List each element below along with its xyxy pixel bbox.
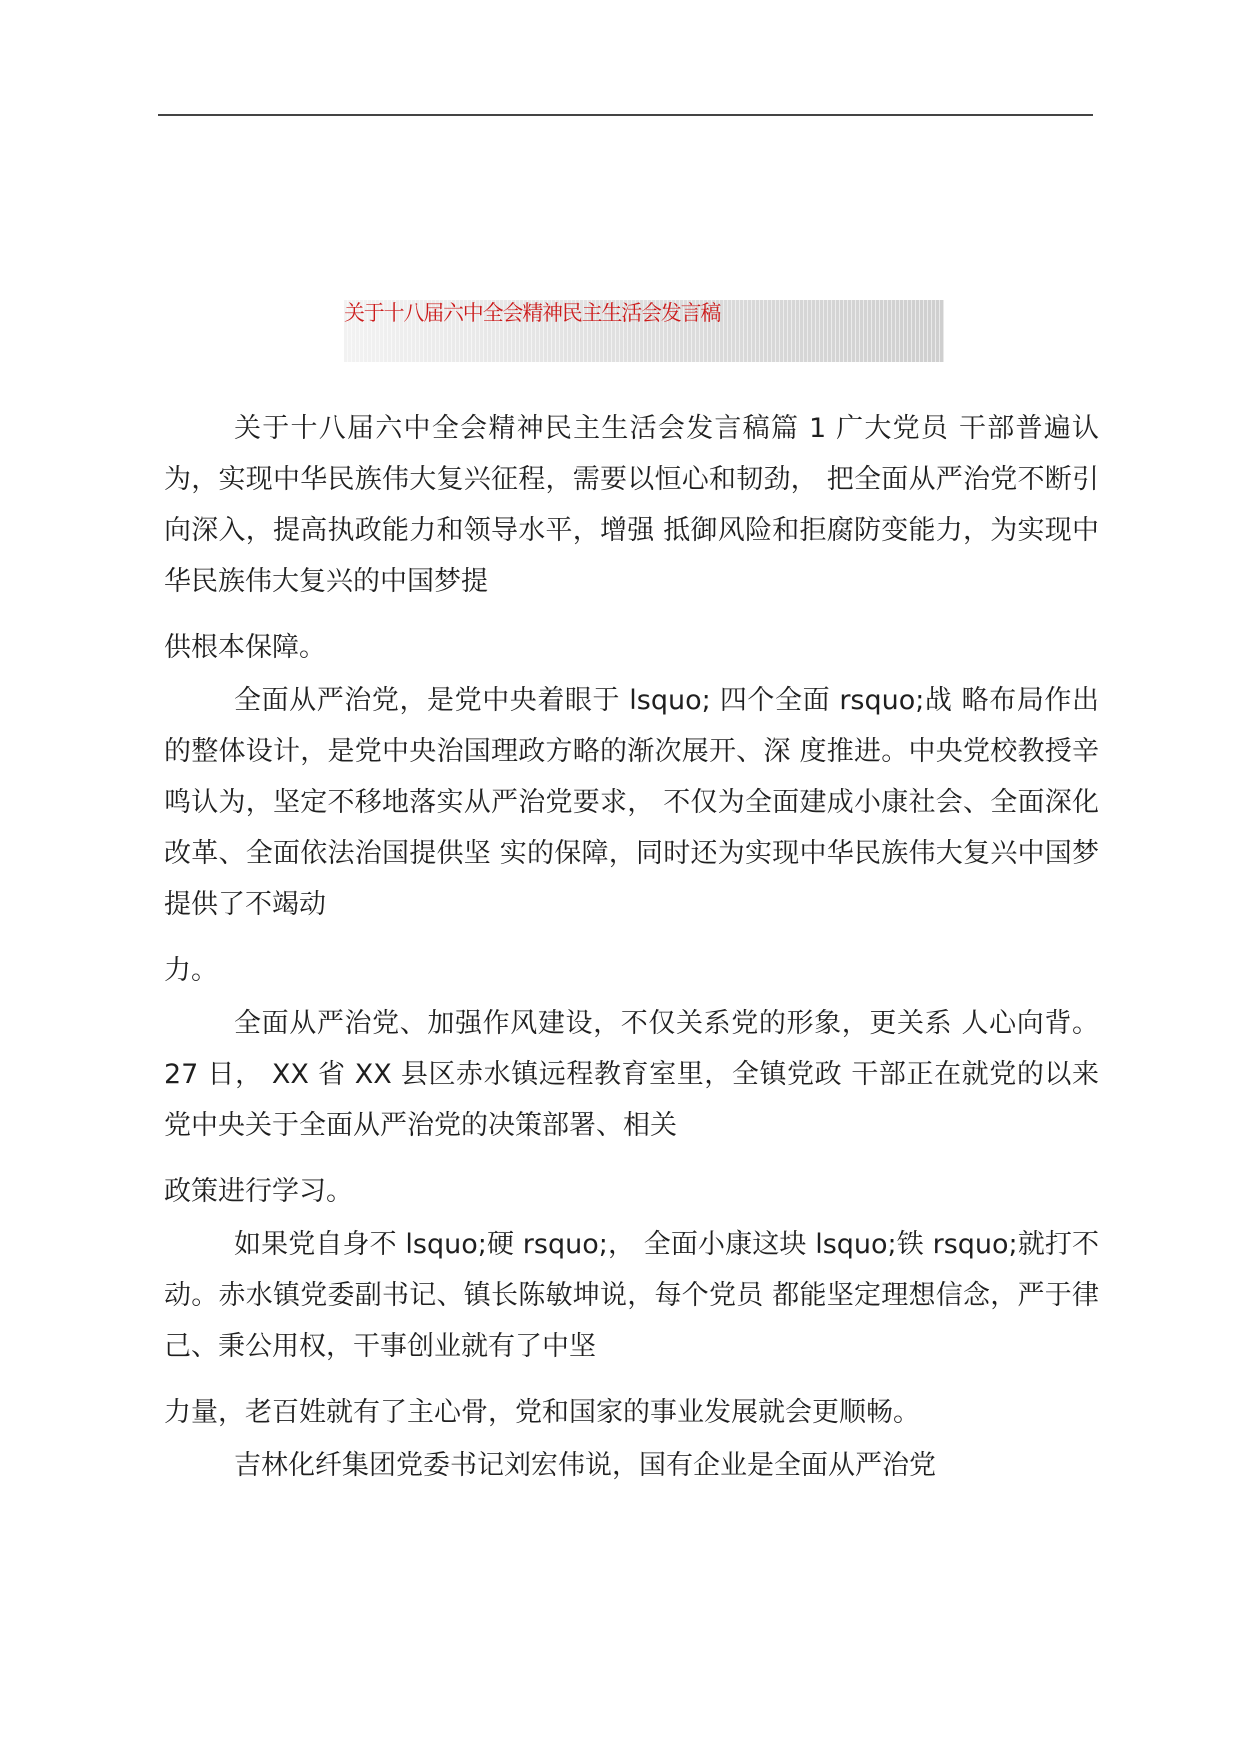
paragraph-1: 关于十八届六中全会精神民主生活会发言稿篇 1 广大党员 干部普遍认为，实现中华民族伟大复兴征程，需要以恒心和韧劲， 把全面从严治党不断引向深入，提高执政能力和领导水平，增强 抵御风险和拒腐防变能力，为实现中华民族伟大复兴的中国梦提	[164, 413, 1099, 597]
paragraph-5: 吉林化纤集团党委书记刘宏伟说，国有企业是全面从严治党	[234, 1450, 936, 1481]
title-banner	[344, 300, 944, 362]
paragraph-1-continuation: 供根本保障。	[164, 632, 326, 663]
paragraph-2-continuation: 力。	[164, 955, 218, 986]
paragraph-4-continuation: 力量，老百姓就有了主心骨，党和国家的事业发展就会更顺畅。	[164, 1397, 920, 1428]
document-title: 关于十八届六中全会精神民主生活会发言稿	[344, 301, 721, 325]
paragraph-3: 全面从严治党、加强作风建设，不仅关系党的形象，更关系 人心向背。27 日， XX 省 XX 县区赤水镇远程教育室里，全镇党政 干部正在就党的以来党中央关于全面从严治党的决策部署、相关	[164, 1008, 1099, 1141]
paragraph-4: 如果党自身不 lsquo;硬 rsquo;， 全面小康这块 lsquo;铁 rsquo;就打不动。赤水镇党委副书记、镇长陈敏坤说，每个党员 都能坚定理想信念，严于律己、秉公用权，干事创业就有了中坚	[164, 1229, 1099, 1362]
document-body	[164, 403, 1099, 1491]
paragraph-2: 全面从严治党，是党中央着眼于 lsquo; 四个全面 rsquo;战 略布局作出的整体设计，是党中央治国理政方略的渐次展开、深 度推进。中央党校教授辛鸣认为，坚定不移地落实从严治党要求， 不仅为全面建成小康社会、全面深化改革、全面依法治国提供坚 实的保障，同时还为实现中华民族伟大复兴中国梦提供了不竭动	[164, 685, 1099, 920]
header-rule	[158, 114, 1093, 116]
paragraph-3-continuation: 政策进行学习。	[164, 1176, 353, 1207]
